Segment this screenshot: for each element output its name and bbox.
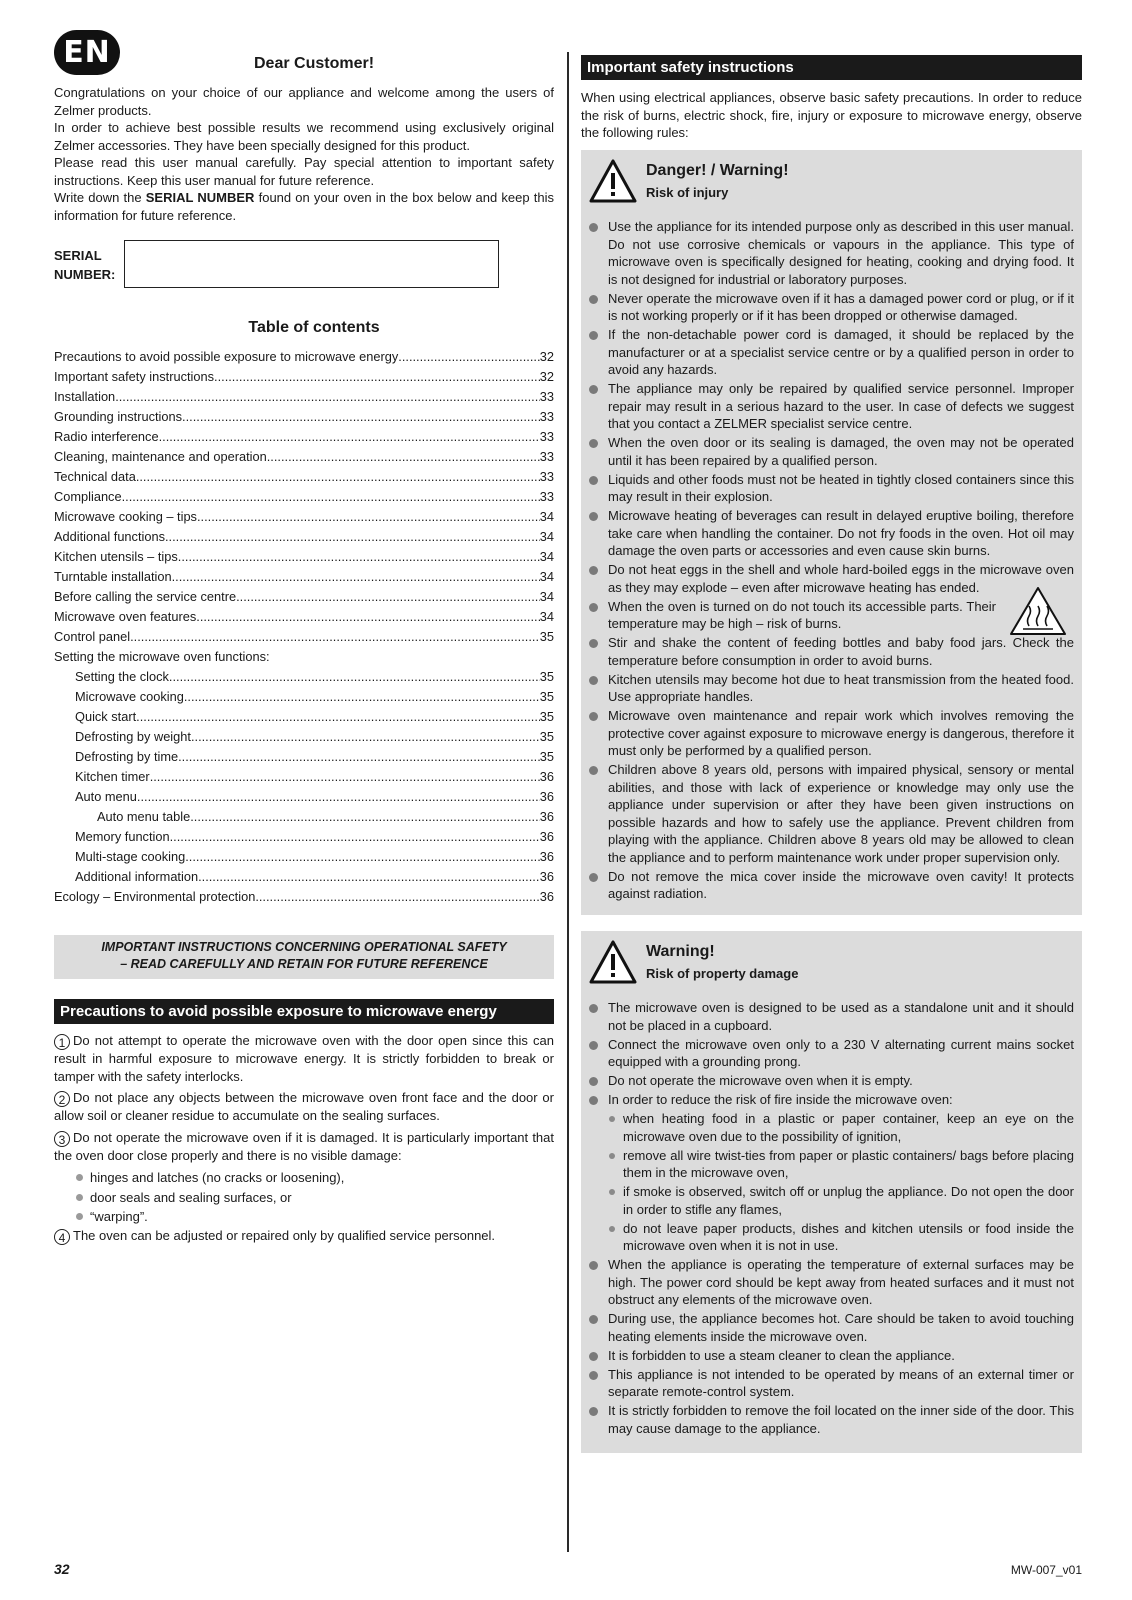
- toc-entry[interactable]: [54, 627, 554, 647]
- toc-entry-page: 36: [539, 849, 554, 864]
- toc-entry[interactable]: [54, 527, 554, 547]
- toc-leader-dots: [159, 427, 540, 447]
- toc-entry-page: 34: [539, 609, 554, 624]
- precaution-item: [54, 1032, 554, 1085]
- toc-entry-title: Additional functions: [54, 529, 165, 544]
- toc-entry-title: Memory function: [75, 829, 170, 844]
- notice-line: IMPORTANT INSTRUCTIONS CONCERNING OPERATIONAL SAFETY: [101, 940, 507, 954]
- toc-entry[interactable]: [54, 707, 554, 727]
- notice-line: – READ CAREFULLY AND RETAIN FOR FUTURE REFERENCE: [120, 957, 488, 971]
- toc-leader-dots: [182, 407, 540, 427]
- warning-item: During use, the appliance becomes hot. Care should be taken to avoid touching heating elements inside the microwave oven.: [581, 1310, 1074, 1345]
- toc-entry-page: 35: [539, 689, 554, 704]
- warning-item: In order to reduce the risk of fire inside the microwave oven:: [581, 1091, 1074, 1109]
- damage-list-item: hinges and latches (no cracks or loosening),: [54, 1168, 554, 1188]
- danger-item: Children above 8 years old, persons with impaired physical, sensory or mental abilities, and those with lack of experience or knowledge may only use the appliance under supervision or after they have been given instructions on possible hazards and how to safely use the appliance. Prevent children from playing with the appliance. Children above 8 years old may be allowed to clean the appliance and to perform maintenance work under proper supervision only.: [581, 761, 1074, 866]
- danger-box: [581, 150, 1082, 915]
- warning-sub-item: remove all wire twist-ties from paper or plastic containers/ bags before placing them in the microwave oven,: [581, 1147, 1074, 1182]
- toc-entry[interactable]: [54, 367, 554, 387]
- toc-entry[interactable]: [54, 467, 554, 487]
- page-number: 32: [54, 1561, 70, 1577]
- toc-entry-title: Kitchen timer: [75, 769, 150, 784]
- danger-item: Do not remove the mica cover inside the microwave oven cavity! It protects against radiation.: [581, 868, 1074, 903]
- danger-item: Use the appliance for its intended purpose only as described in this user manual. Do not use corrosive chemicals or vapours in the appliance. This type of microwave oven is specifically designed for heating, cooking and drying food. It is not designed for industrial or laboratory purposes.: [581, 218, 1074, 288]
- toc-entry-page: 36: [539, 829, 554, 844]
- toc-entry[interactable]: [54, 487, 554, 507]
- toc-entry-page: 33: [539, 489, 554, 504]
- danger-title: Danger! / Warning!: [646, 162, 789, 179]
- precautions-list: [54, 1032, 554, 1245]
- toc-entry[interactable]: [54, 787, 554, 807]
- toc-leader-dots: [255, 887, 539, 907]
- warning-sub-item: if smoke is observed, switch off or unplug the appliance. Do not open the door in order to stifle any flames,: [581, 1183, 1074, 1218]
- greeting-paragraph: In order to achieve best possible results we recommend using exclusively original Zelmer accessories. They have been specially designed for this product.: [54, 120, 554, 153]
- greeting-title: Dear Customer!: [253, 55, 375, 72]
- precaution-item: [54, 1089, 554, 1125]
- toc-entry[interactable]: [54, 347, 554, 367]
- toc-entry-page: 36: [539, 769, 554, 784]
- greeting-text: [54, 84, 554, 224]
- toc-leader-dots: [130, 627, 540, 647]
- toc-entry-page: 35: [539, 669, 554, 684]
- precaution-item: [54, 1227, 554, 1245]
- toc-leader-dots: [122, 487, 540, 507]
- toc-entry-title: Setting the microwave oven functions:: [54, 649, 270, 664]
- toc-entry-title: Kitchen utensils – tips: [54, 549, 178, 564]
- warning-item: Connect the microwave oven only to a 230 V alternating current mains socket equipped with a grounding prong.: [581, 1036, 1074, 1071]
- toc-leader-dots: [267, 447, 540, 467]
- danger-item: Microwave heating of beverages can result in delayed eruptive boiling, therefore take care when handling the container. Do not fry foods in the oven. Hot oil may damage the oven parts or accessories and even cause skin burns.: [581, 507, 1074, 560]
- toc-leader-dots: [165, 527, 540, 547]
- toc-entry-page: 34: [539, 529, 554, 544]
- warning-title: Warning!: [646, 943, 715, 960]
- toc-entry-page: 34: [539, 549, 554, 564]
- toc-entry-title: Quick start: [75, 709, 137, 724]
- toc-entry-title: Precautions to avoid possible exposure to microwave energy: [54, 349, 399, 364]
- toc-leader-dots: [398, 347, 539, 367]
- toc-leader-dots: [184, 687, 540, 707]
- danger-list: [581, 218, 1074, 904]
- toc-entry[interactable]: [54, 747, 554, 767]
- toc-entry[interactable]: [54, 427, 554, 447]
- toc-leader-dots: [196, 607, 540, 627]
- toc-leader-dots: [150, 767, 540, 787]
- item-number: 3: [54, 1131, 70, 1147]
- toc-leader-dots: [236, 587, 540, 607]
- danger-subtitle: Risk of injury: [646, 185, 729, 200]
- warning-sub-item: do not leave paper products, dishes and kitchen utensils or food inside the microwave oven when it is not in use.: [581, 1220, 1074, 1255]
- toc-entry[interactable]: [54, 867, 554, 887]
- safety-heading: Important safety instructions: [581, 55, 1082, 80]
- warning-item: When the appliance is operating the temperature of external surfaces may be high. The power cord should be kept away from heated surfaces and it must not obstruct any elements of the microwave oven.: [581, 1256, 1074, 1309]
- danger-item: When the oven door or its sealing is damaged, the oven may not be operated until it has been repaired by a qualified person.: [581, 434, 1074, 469]
- toc-leader-dots: [191, 727, 540, 747]
- greeting-paragraph: Congratulations on your choice of our appliance and welcome among the users of Zelmer products.: [54, 85, 554, 118]
- danger-item: If the non-detachable power cord is damaged, it should be replaced by the manufacturer or at a specialist service centre or by a qualified person in order to avoid any hazards.: [581, 326, 1074, 379]
- toc-entry-title: Microwave oven features: [54, 609, 197, 624]
- toc-entry[interactable]: [54, 767, 554, 787]
- danger-item: Never operate the microwave oven if it has a damaged power cord or plug, or if it is not working properly or if it has been dropped or otherwise damaged.: [581, 290, 1074, 325]
- toc-entry-page: 34: [539, 509, 554, 524]
- toc-entry-page: 35: [539, 729, 554, 744]
- toc-entry-title: Multi-stage cooking: [75, 849, 186, 864]
- danger-item: Kitchen utensils may become hot due to heat transmission from the heated food. Use appropriate handles.: [581, 671, 1074, 706]
- toc-entry-page: 33: [539, 409, 554, 424]
- serial-instruction-bold: SERIAL NUMBER: [145, 190, 255, 205]
- toc-entry-title: Important safety instructions: [54, 369, 215, 384]
- toc-leader-dots: [136, 707, 540, 727]
- warning-triangle-icon: [588, 939, 638, 985]
- danger-item: Stir and shake the content of feeding bottles and baby food jars. Check the temperature before consumption in order to avoid burns.: [581, 634, 1074, 669]
- warning-box: [581, 931, 1082, 1453]
- toc-entry-page: 33: [539, 429, 554, 444]
- warning-item: The microwave oven is designed to be used as a standalone unit and it should not be placed in a cupboard.: [581, 999, 1074, 1034]
- greeting-paragraph: Please read this user manual carefully. Pay special attention to important safety instructions. Keep this user manual for future reference.: [54, 155, 554, 188]
- toc-entry-title: Microwave cooking: [75, 689, 184, 704]
- danger-item: The appliance may only be repaired by qualified service personnel. Improper repair may result in a serious hazard to the user. In case of defects we suggest that you contact a ZELMER specialist service centre.: [581, 380, 1074, 433]
- toc-entry-title: Cleaning, maintenance and operation: [54, 449, 267, 464]
- toc-entry-page: 33: [539, 449, 554, 464]
- serial-instruction: [54, 189, 554, 224]
- toc-entry[interactable]: [54, 647, 554, 667]
- toc-leader-dots: [172, 567, 540, 587]
- danger-item: When the oven is turned on do not touch its accessible parts. Their temperature may be high – risk of burns.: [581, 598, 1074, 633]
- serial-instruction-post: found on your oven in the box below and keep this information for future reference.: [54, 190, 554, 223]
- toc-entry-title: Technical data: [54, 469, 136, 484]
- toc-entry[interactable]: [54, 887, 554, 907]
- toc-entry-title: Defrosting by weight: [75, 729, 191, 744]
- warning-item: This appliance is not intended to be operated by means of an external timer or separate remote-control system.: [581, 1366, 1074, 1401]
- toc-entry-page: 35: [539, 709, 554, 724]
- toc-leader-dots: [170, 827, 540, 847]
- toc-entry-page: 36: [539, 809, 554, 824]
- toc-entry-title: Grounding instructions: [54, 409, 183, 424]
- precaution-item: [54, 1129, 554, 1165]
- toc-title: Table of contents: [248, 319, 380, 336]
- toc-leader-dots: [185, 847, 540, 867]
- toc-entry[interactable]: [54, 387, 554, 407]
- toc-entry-page: 32: [539, 349, 554, 364]
- toc-entry-title: Radio interference: [54, 429, 159, 444]
- warning-list: [581, 999, 1074, 1439]
- safety-intro: When using electrical appliances, observe basic safety precautions. In order to reduce the risk of burns, electric shock, fire, injury or exposure to microwave energy, observe the following rules:: [581, 90, 1082, 140]
- toc-leader-dots: [178, 747, 540, 767]
- warning-item: It is strictly forbidden to remove the foil located on the inner side of the door. This may cause damage to the appliance.: [581, 1402, 1074, 1437]
- important-notice: [54, 935, 554, 979]
- toc-entry-title: Before calling the service centre: [54, 589, 237, 604]
- toc-leader-dots: [197, 507, 540, 527]
- toc-entry-page: 36: [539, 869, 554, 884]
- toc-leader-dots: [198, 867, 540, 887]
- item-text: Do not place any objects between the microwave oven front face and the door or allow soil or cleaner residue to accumulate on the sealing surfaces.: [54, 1090, 554, 1123]
- toc-leader-dots: [214, 367, 540, 387]
- toc-entry-title: Defrosting by time: [75, 749, 179, 764]
- toc-entry-page: 33: [539, 389, 554, 404]
- toc-entry[interactable]: [54, 807, 554, 827]
- language-badge: EN: [54, 30, 120, 75]
- toc-entry-title: Auto menu: [75, 789, 137, 804]
- toc-entry-page: 34: [539, 589, 554, 604]
- toc-entry[interactable]: [54, 847, 554, 867]
- danger-item: Do not heat eggs in the shell and whole hard-boiled eggs in the microwave oven as they may explode – even after microwave heating has ended.: [581, 561, 1074, 596]
- toc-entry[interactable]: [54, 407, 554, 427]
- toc-leader-dots: [115, 387, 540, 407]
- warning-item: Do not operate the microwave oven when it is empty.: [581, 1072, 1074, 1090]
- toc-leader-dots: [136, 467, 540, 487]
- document-code: MW-007_v01: [1010, 1563, 1082, 1577]
- toc-entry-page: 32: [539, 369, 554, 384]
- item-text: Do not attempt to operate the microwave oven with the door open since this can result in harmful exposure to microwave energy. It is strictly forbidden to break or tamper with the safety interlocks.: [54, 1033, 554, 1084]
- toc-leader-dots: [137, 787, 540, 807]
- danger-item: Liquids and other foods must not be heated in tightly closed containers since this may result in their explosion.: [581, 471, 1074, 506]
- toc-entry-page: 35: [539, 749, 554, 764]
- toc-entry[interactable]: [54, 827, 554, 847]
- toc-entry[interactable]: [54, 507, 554, 527]
- item-number: 2: [54, 1091, 70, 1107]
- toc-entry-title: Turntable installation: [54, 569, 172, 584]
- item-text: Do not operate the microwave oven if it is damaged. It is particularly important that the oven door close properly and there is no visible damage:: [54, 1129, 554, 1163]
- toc-entry-page: 35: [539, 629, 554, 644]
- warning-sub-item: when heating food in a plastic or paper container, keep an eye on the microwave oven due to the possibility of ignition,: [581, 1110, 1074, 1145]
- item-text: The oven can be adjusted or repaired only by qualified service personnel.: [73, 1227, 496, 1243]
- column-divider: [567, 52, 569, 1552]
- toc-entry[interactable]: [54, 587, 554, 607]
- toc-leader-dots: [190, 807, 540, 827]
- toc-entry-title: Compliance: [54, 489, 122, 504]
- serial-label-line: NUMBER:: [54, 267, 116, 282]
- toc-entry[interactable]: [54, 607, 554, 627]
- warning-triangle-icon: [588, 158, 638, 204]
- hot-surface-icon: [1009, 586, 1067, 636]
- table-of-contents: [54, 347, 554, 907]
- toc-entry-title: Setting the clock: [75, 669, 169, 684]
- toc-entry[interactable]: [54, 727, 554, 747]
- serial-instruction-pre: Write down the: [54, 190, 146, 205]
- toc-entry-title: Control panel: [54, 629, 131, 644]
- toc-leader-dots: [169, 667, 540, 687]
- toc-entry-title: Microwave cooking – tips: [54, 509, 197, 524]
- damage-list-item: “warping”.: [54, 1207, 554, 1227]
- item-number: 1: [54, 1034, 70, 1050]
- serial-label: [54, 246, 115, 284]
- serial-label-line: SERIAL: [54, 248, 102, 263]
- toc-entry-title: Additional information: [75, 869, 199, 884]
- precautions-heading: Precautions to avoid possible exposure to microwave energy: [54, 999, 554, 1024]
- toc-entry-title: Ecology – Environmental protection: [54, 889, 256, 904]
- item-number: 4: [54, 1229, 70, 1245]
- toc-entry-page: 34: [539, 569, 554, 584]
- toc-entry[interactable]: [54, 567, 554, 587]
- toc-entry-page: 36: [539, 889, 554, 904]
- toc-entry-title: Installation: [54, 389, 116, 404]
- warning-subtitle: Risk of property damage: [646, 966, 799, 981]
- toc-entry-page: 33: [539, 469, 554, 484]
- toc-entry-title: Auto menu table: [97, 809, 191, 824]
- toc-entry[interactable]: [54, 667, 554, 687]
- toc-leader-dots: [178, 547, 540, 567]
- toc-entry[interactable]: [54, 447, 554, 467]
- toc-entry-page: 36: [539, 789, 554, 804]
- danger-item: Microwave oven maintenance and repair work which involves removing the protective cover against exposure to microwave energy is dangerous, therefore it must only be performed by a qualified person.: [581, 707, 1074, 760]
- toc-entry[interactable]: [54, 547, 554, 567]
- toc-entry[interactable]: [54, 687, 554, 707]
- warning-item: It is forbidden to use a steam cleaner to clean the appliance.: [581, 1347, 1074, 1365]
- serial-number-box[interactable]: [124, 240, 499, 288]
- damage-list-item: door seals and sealing surfaces, or: [54, 1188, 554, 1208]
